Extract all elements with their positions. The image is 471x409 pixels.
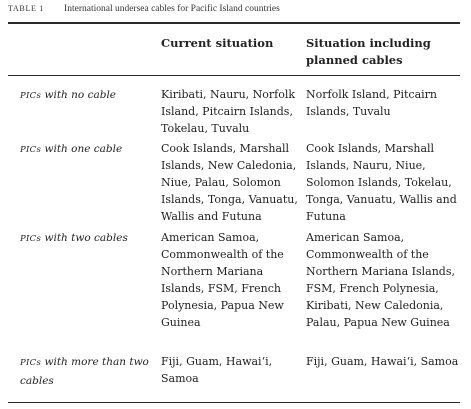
table-number: TABLE 1 xyxy=(8,4,45,13)
row-label-prefix: PICs xyxy=(20,91,42,101)
row-label xyxy=(20,86,152,105)
cell-current: Cook Islands, Marshall Islands, New Caledonia, Niue, Palau, Solomon Islands, Tonga, Vanuatu, Wallis and Futuna xyxy=(161,142,298,223)
row-label-text: with two cables xyxy=(41,232,128,244)
cell-current: American Samoa, Commonwealth of the Northern Mariana Islands, FSM, French Polynesia, Papua New Guinea xyxy=(161,231,284,329)
row-label-prefix: PICs xyxy=(20,234,42,244)
row-label xyxy=(20,353,152,390)
cell-planned: Cook Islands, Marshall Islands, Nauru, Niue, Solomon Islands, Tokelau, Tonga, Vanuatu, Wallis and Futuna xyxy=(306,142,457,223)
top-rule xyxy=(8,22,460,24)
row-label-prefix: PICs xyxy=(20,145,42,155)
row-label-prefix: PICs xyxy=(20,358,42,368)
table-title: International undersea cables for Pacific Island countries xyxy=(64,4,280,14)
row-label-text: with more than two cables xyxy=(20,356,149,387)
header-current-situation: Current situation xyxy=(161,36,274,50)
bottom-rule xyxy=(8,402,460,403)
row-label-text: with one cable xyxy=(41,143,123,155)
header-planned-situation: Situation including planned cables xyxy=(306,36,431,67)
cell-planned: Fiji, Guam, Hawaiʻi, Samoa xyxy=(306,355,459,368)
row-label xyxy=(20,140,152,159)
header-rule xyxy=(8,75,460,76)
cell-current: Kiribati, Nauru, Norfolk Island, Pitcairn Islands, Tokelau, Tuvalu xyxy=(161,88,296,135)
table-caption xyxy=(8,4,280,14)
row-label-text: with no cable xyxy=(41,89,117,101)
cell-current: Fiji, Guam, Hawaiʻi, Samoa xyxy=(161,355,273,385)
cell-planned: Norfolk Island, Pitcairn Islands, Tuvalu xyxy=(306,88,437,118)
cell-planned: American Samoa, Commonwealth of the Northern Mariana Islands, FSM, French Polynesia, Kiribati, New Caledonia, Palau, Papua New Guinea xyxy=(306,231,455,329)
row-label xyxy=(20,229,152,248)
